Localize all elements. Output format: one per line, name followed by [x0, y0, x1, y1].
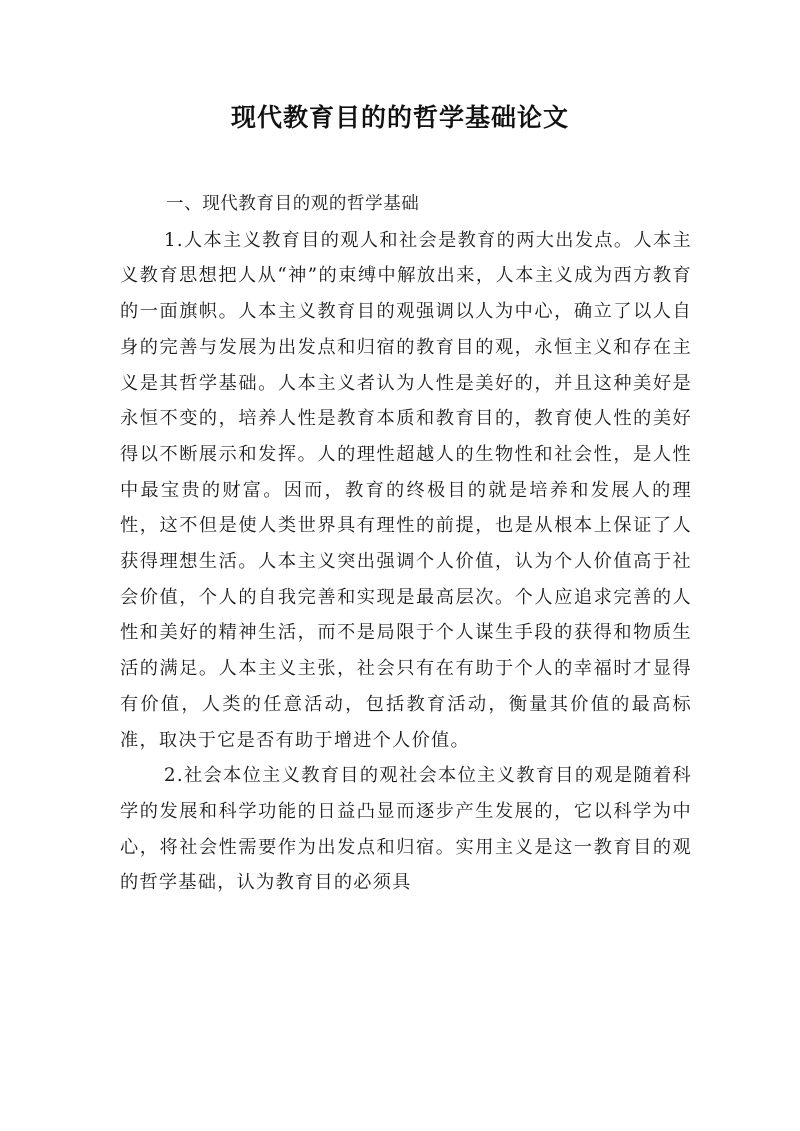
document-title: 现代教育目的的哲学基础论文 [230, 103, 569, 132]
section-heading: 一、现代教育目的观的哲学基础 [166, 194, 420, 214]
document-body [120, 187, 692, 901]
paragraph-humanism: 1.人本主义教育目的观人和社会是教育的两大出发点。人本主义教育思想把人从“神”的束缚中解放出来，人本主义成为西方教育的一面旗帜。人本主义教育目的观强调以人为中心，确立了以人自身的完善与发展为出发点和归宿的教育目的观，永恒主义和存在主义是其哲学基础。人本主义者认为人性是美好的，并且这种美好是永恒不变的，培养人性是教育本质和教育目的，教育使人性的美好得以不断展示和发挥。人的理性超越人的生物性和社会性，是人性中最宝贵的财富。因而，教育的终极目的就是培养和发展人的理性，这不但是使人类世界具有理性的前提，也是从根本上保证了人获得理想生活。人本主义突出强调个人价值，认为个人价值高于社会价值，个人的自我完善和实现是最高层次。个人应追求完善的人性和美好的精神生活，而不是局限于个人谋生手段的获得和物质生活的满足。人本主义主张，社会只有在有助于个人的幸福时才显得有价值，人类的任意活动，包括教育活动，衡量其价值的最高标准，取决于它是否有助于增进个人价值。 [120, 229, 692, 751]
paragraph-social-standard: 2.社会本位主义教育目的观社会本位主义教育目的观是随着科学的发展和科学功能的日益凸显而逐步产生发展的，它以科学为中心，将社会性需要作为出发点和归宿。实用主义是这一教育目的观的哲学基础，认为教育目的必须具 [120, 765, 692, 894]
